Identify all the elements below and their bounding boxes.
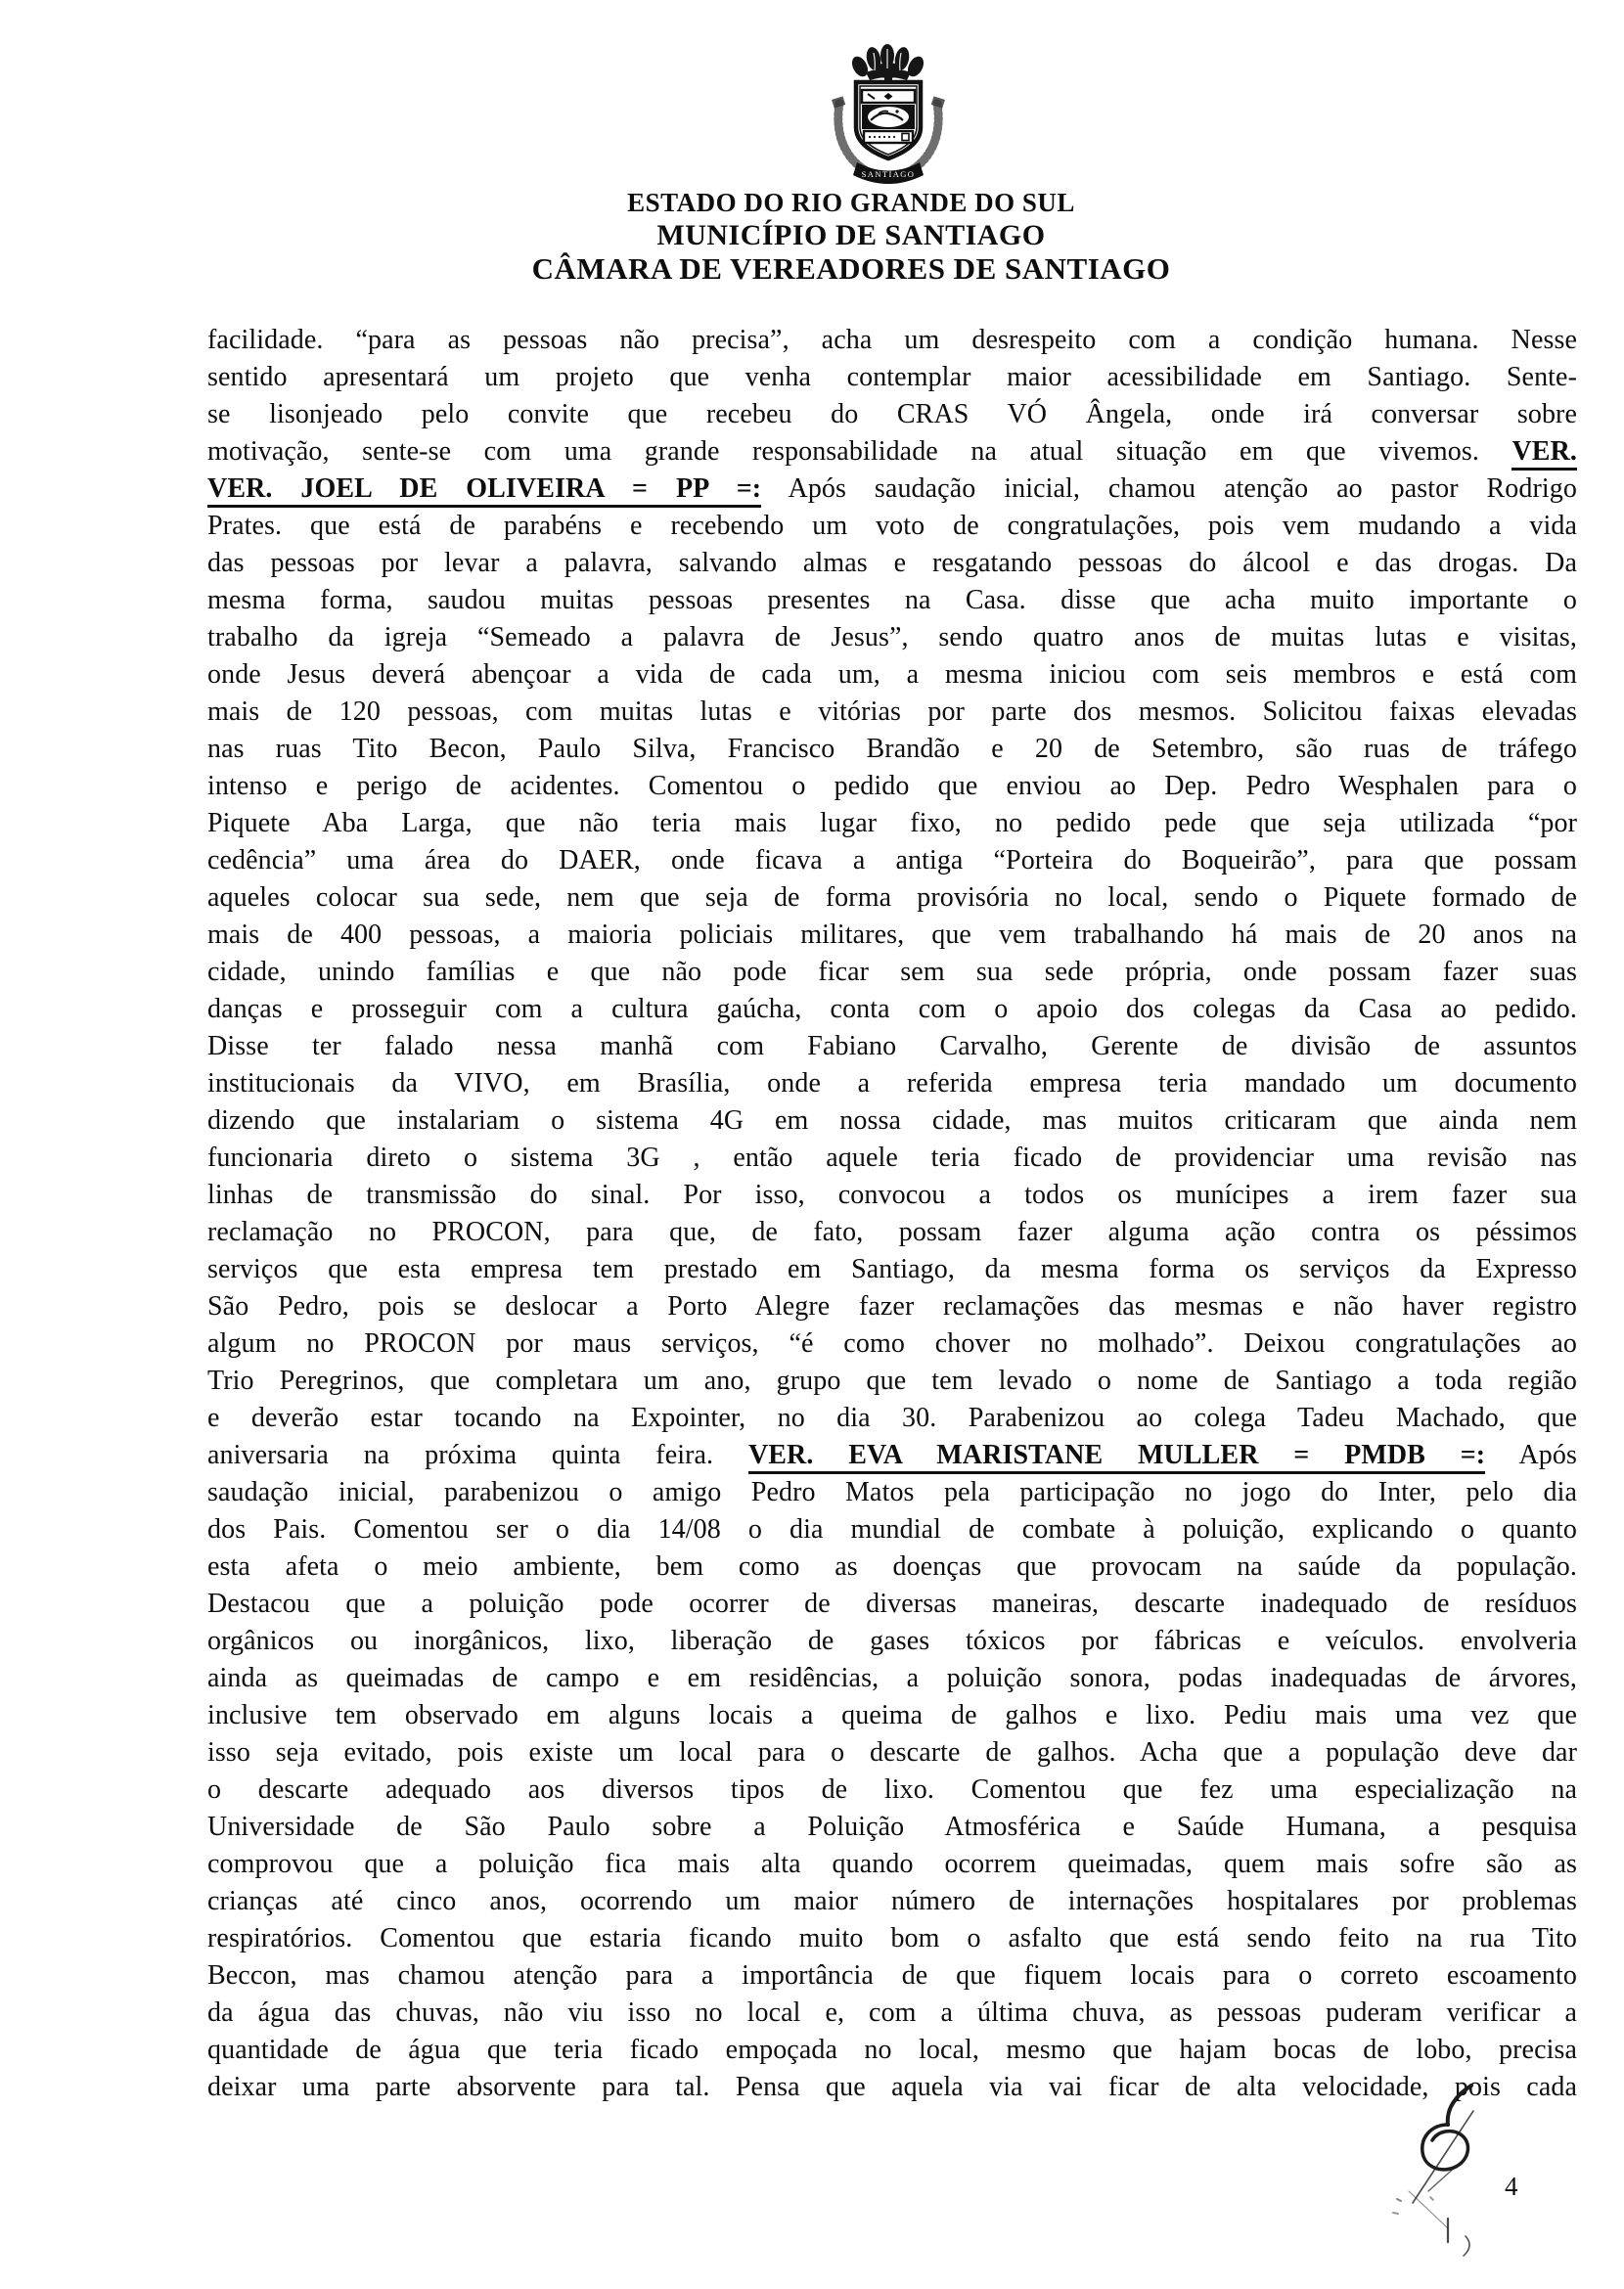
body-line-text: Após saudação inicial, chamou atenção ao pastor Rodrigo <box>761 473 1577 504</box>
body-line <box>207 842 1577 879</box>
body-line <box>207 2032 1577 2069</box>
body-line-text: deixar uma parte absorvente para tal. Pensa que aquela via vai ficar de alta velocidade, pois cada <box>207 2072 1577 2102</box>
body-line-text: nas ruas Tito Becon, Paulo Silva, Francisco Brandão e 20 de Setembro, são ruas de tráfego <box>207 734 1577 764</box>
body-line-text: reclamação no PROCON, para que, de fato, possam fazer alguma ação contra os péssimos <box>207 1217 1577 1247</box>
body-line-text: danças e prosseguir com a cultura gaúcha, conta com o apoio dos colegas da Casa ao pedido. <box>207 994 1577 1024</box>
body-line <box>207 1140 1577 1177</box>
body-line-text: crianças até cinco anos, ocorrendo um maior número de internações hospitalares por problemas <box>207 1886 1577 1916</box>
body-line <box>207 1883 1577 1920</box>
speaker-heading: VER. <box>1511 436 1577 471</box>
body-line <box>207 1920 1577 1957</box>
body-line <box>207 1214 1577 1251</box>
body-line <box>207 1400 1577 1437</box>
body-line-text: quantidade de água que teria ficado empoçada no local, mesmo que hajam bocas de lobo, precisa <box>207 2035 1577 2065</box>
body-line-text: sentido apresentará um projeto que venha contemplar maior acessibilidade em Santiago. Sente- <box>207 362 1577 392</box>
body-line-text: trabalho da igreja “Semeado a palavra de Jesus”, sendo quatro anos de muitas lutas e visitas, <box>207 622 1577 652</box>
body-line-text: mesma forma, saudou muitas pessoas presentes na Casa. disse que acha muito importante o <box>207 585 1577 615</box>
body-line-text: linhas de transmissão do sinal. Por isso, convocou a todos os munícipes a irem fazer sua <box>207 1180 1577 1210</box>
body-line <box>207 1734 1577 1772</box>
body-line-text: serviços que esta empresa tem prestado em Santiago, da mesma forma os serviços da Expresso <box>207 1254 1577 1284</box>
speaker-heading: VER. EVA MARISTANE MULLER = PMDB =: <box>748 1440 1485 1474</box>
speaker-heading: VER. JOEL DE OLIVEIRA = PP =: <box>207 473 761 508</box>
body-line <box>207 1288 1577 1325</box>
body-line-text: funcionaria direto o sistema 3G , então aquele teria ficado de providenciar uma revisão nas <box>207 1143 1577 1173</box>
body-line-text: comprovou que a poluição fica mais alta quando ocorrem queimadas, quem mais sofre são as <box>207 1849 1577 1879</box>
body-line <box>207 1474 1577 1511</box>
body-line <box>207 1028 1577 1065</box>
body-line <box>207 1363 1577 1400</box>
body-line <box>207 954 1577 991</box>
body-line-text: Trio Peregrinos, que completara um ano, grupo que tem levado o nome de Santiago a toda região <box>207 1366 1577 1396</box>
body-line <box>207 731 1577 768</box>
body-line-text: Disse ter falado nessa manhã com Fabiano Carvalho, Gerente de divisão de assuntos <box>207 1031 1577 1061</box>
body-line <box>207 545 1577 582</box>
body-line-text: Piquete Aba Larga, que não teria mais lugar fixo, no pedido pede que seja utilizada “por <box>207 808 1577 838</box>
body-line-text: dizendo que instalariam o sistema 4G em nossa cidade, mas muitos criticaram que ainda nem <box>207 1105 1577 1136</box>
coat-of-arms-graphic <box>825 43 952 192</box>
body-line-text: Prates. que está de parabéns e recebendo um voto de congratulações, pois vem mudando a vida <box>207 511 1577 541</box>
body-line-text: saudação inicial, parabenizou o amigo Pedro Matos pela participação no jogo do Inter, pelo dia <box>207 1477 1577 1507</box>
body-line-text: dos Pais. Comentou ser o dia 14/08 o dia mundial de combate à poluição, explicando o quanto <box>207 1514 1577 1545</box>
body-line-text: respiratórios. Comentou que estaria ficando muito bom o asfalto que está sendo feito na rua Tito <box>207 1923 1577 1953</box>
body-line <box>207 471 1577 508</box>
header-state: ESTADO DO RIO GRANDE DO SUL <box>627 188 1075 217</box>
body-line <box>207 1065 1577 1102</box>
body-line-text: aqueles colocar sua sede, nem que seja de forma provisória no local, sendo o Piquete formado de <box>207 882 1577 913</box>
body-line-text: Universidade de São Paulo sobre a Poluição Atmosférica e Saúde Humana, a pesquisa <box>207 1812 1577 1842</box>
body-line-text: Após <box>1485 1440 1577 1470</box>
body-line-text: isso seja evitado, pois existe um local para o descarte de galhos. Acha que a população deve dar <box>207 1737 1577 1768</box>
body-line <box>207 1548 1577 1586</box>
body-line <box>207 1772 1577 1809</box>
header-municipality: MUNICÍPIO DE SANTIAGO <box>656 219 1046 251</box>
body-line <box>207 879 1577 917</box>
body-line-text: da água das chuvas, não viu isso no local e, com a última chuva, as pessoas puderam verificar a <box>207 1997 1577 2028</box>
body-line <box>207 656 1577 694</box>
body-line-text: onde Jesus deverá abençoar a vida de cada um, a mesma iniciou com seis membros e está com <box>207 659 1577 690</box>
body-line <box>207 768 1577 805</box>
body-line <box>207 1177 1577 1214</box>
body-line-text: institucionais da VIVO, em Brasília, onde a referida empresa teria mandado um documento <box>207 1068 1577 1099</box>
body-line <box>207 322 1577 359</box>
body-line-text: das pessoas por levar a palavra, salvando almas e resgatando pessoas do álcool e das drogas. Da <box>207 548 1577 578</box>
body-line-text: facilidade. “para as pessoas não precisa”, acha um desrespeito com a condição humana. Nesse <box>207 325 1577 355</box>
body-line <box>207 1325 1577 1363</box>
body-line-text: inclusive tem observado em alguns locais a queima de galhos e lixo. Pediu mais uma vez que <box>207 1700 1577 1730</box>
body-line <box>207 619 1577 656</box>
body-line <box>207 1660 1577 1697</box>
body-line <box>207 1995 1577 2032</box>
body-line <box>207 1623 1577 1660</box>
signature-scribble <box>1370 2074 1516 2269</box>
body-line-text: aniversaria na próxima quinta feira. <box>207 1440 748 1470</box>
body-line <box>207 1846 1577 1883</box>
body-line <box>207 1511 1577 1548</box>
coat-of-arms <box>825 43 952 192</box>
crest-banner-text: SANTIAGO <box>861 169 916 179</box>
body-line <box>207 694 1577 731</box>
body-line-text: esta afeta o meio ambiente, bem como as doenças que provocam na saúde da população. <box>207 1551 1577 1582</box>
body-line <box>207 582 1577 619</box>
body-line-text: Beccon, mas chamou atenção para a importância de que fiquem locais para o correto escoamento <box>207 1960 1577 1991</box>
body-line-text: mais de 120 pessoas, com muitas lutas e vitórias por parte dos mesmos. Solicitou faixas elevadas <box>207 696 1577 727</box>
body-line-text: Destacou que a poluição pode ocorrer de diversas maneiras, descarte inadequado de resíduos <box>207 1589 1577 1619</box>
body-line-text: cidade, unindo famílias e que não pode ficar sem sua sede própria, onde possam fazer suas <box>207 957 1577 987</box>
body-line <box>207 1586 1577 1623</box>
body-line <box>207 1697 1577 1734</box>
body-line-text: e deverão estar tocando na Expointer, no dia 30. Parabenizou ao colega Tadeu Machado, que <box>207 1403 1577 1433</box>
body-line-text: mais de 400 pessoas, a maioria policiais militares, que vem trabalhando há mais de 20 anos na <box>207 920 1577 950</box>
body-line <box>207 508 1577 545</box>
body-line <box>207 433 1577 471</box>
body-line <box>207 917 1577 954</box>
body-line <box>207 1437 1577 1474</box>
body-line <box>207 359 1577 396</box>
body-line-text: São Pedro, pois se deslocar a Porto Alegre fazer reclamações das mesmas e não haver registro <box>207 1291 1577 1322</box>
body-line <box>207 1251 1577 1288</box>
body-line-text: ainda as queimadas de campo e em residências, a poluição sonora, podas inadequadas de árvores, <box>207 1663 1577 1693</box>
body-line <box>207 991 1577 1028</box>
body-line <box>207 1102 1577 1140</box>
page-number: 4 <box>1505 2172 1518 2201</box>
body-line <box>207 1957 1577 1995</box>
body-line <box>207 1809 1577 1846</box>
body-text <box>207 322 1577 2106</box>
body-line-text: cedência” uma área do DAER, onde ficava a antiga “Porteira do Boqueirão”, para que possam <box>207 845 1577 875</box>
body-line-text: se lisonjeado pelo convite que recebeu do CRAS VÓ Ângela, onde irá conversar sobre <box>207 399 1577 429</box>
body-line-text: o descarte adequado aos diversos tipos de lixo. Comentou que fez uma especialização na <box>207 1774 1577 1805</box>
body-line-text: algum no PROCON por maus serviços, “é como chover no molhado”. Deixou congratulações ao <box>207 1328 1577 1359</box>
body-line <box>207 805 1577 842</box>
body-line-text: orgânicos ou inorgânicos, lixo, liberação de gases tóxicos por fábricas e veículos. envolveria <box>207 1626 1577 1656</box>
body-line-text: intenso e perigo de acidentes. Comentou o pedido que enviou ao Dep. Pedro Wesphalen para o <box>207 771 1577 801</box>
header-chamber: CÂMARA DE VEREADORES DE SANTIAGO <box>531 251 1171 286</box>
body-line-text: motivação, sente-se com uma grande responsabilidade na atual situação em que vivemos. <box>207 436 1512 467</box>
body-line <box>207 396 1577 433</box>
